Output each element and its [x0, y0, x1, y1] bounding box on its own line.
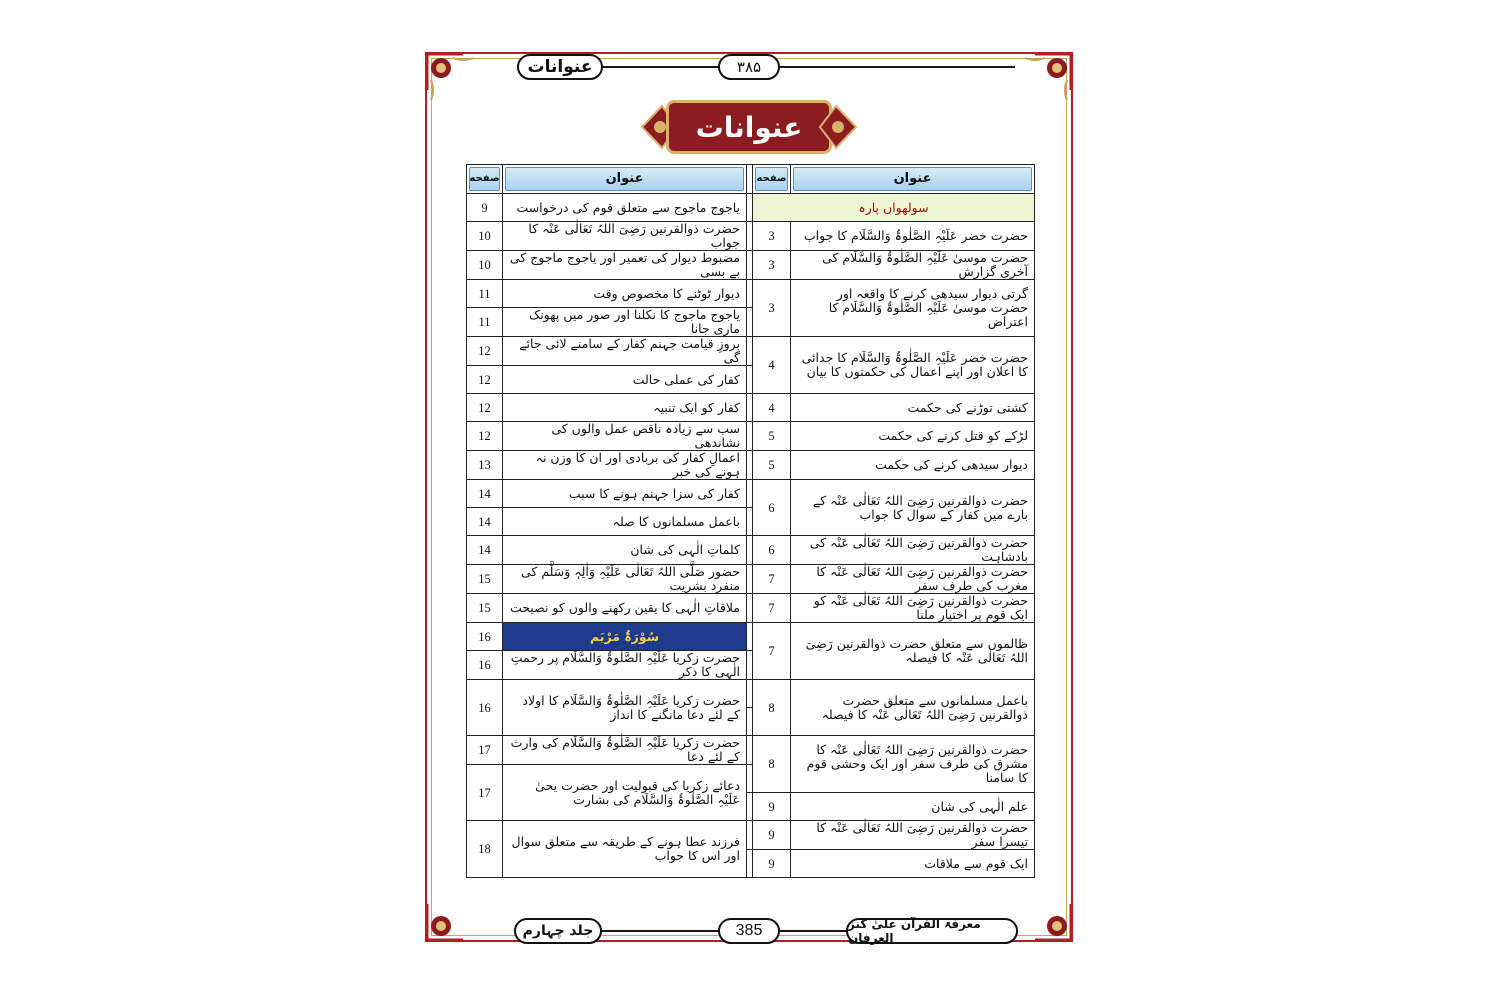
toc-entry-title[interactable]: حضرت زکریا عَلَیْہِ الصَّلٰوۃُ وَالسَّلَام پر رحمتِ الٰہی کا ذکر — [503, 651, 747, 680]
corner-ornament-top-left — [423, 50, 481, 108]
corner-ornament-bottom-right — [1017, 886, 1075, 944]
toc-row — [467, 594, 1035, 623]
toc-entry-title[interactable]: ملاقاتِ الٰہی کا یقین رکھنے والوں کو نصیحت — [503, 594, 747, 623]
toc-entry-title[interactable]: باعمل مسلمانوں سے متعلق حضرت ذوالقرنین رَضِیَ اللہُ تَعَالٰی عَنْہ کا فیصلہ — [791, 680, 1035, 736]
toc-page-number[interactable]: 15 — [467, 565, 503, 594]
toc-page-number[interactable]: 9 — [753, 821, 791, 850]
footer-volume-text: جلد چہارم — [522, 923, 594, 939]
toc-entry-title[interactable]: لڑکے کو قتل کرنے کی حکمت — [791, 422, 1035, 451]
toc-row — [467, 222, 1035, 251]
footer-volume-label — [514, 918, 602, 944]
toc-row — [467, 565, 1035, 594]
toc-entry-title[interactable]: حضرت ذوالقرنین رَضِیَ اللہُ تَعَالٰی عَنْہ کا جواب — [503, 222, 747, 251]
toc-row — [467, 451, 1035, 480]
toc-entry-title[interactable]: علم الٰہی کی شان — [791, 793, 1035, 821]
toc-page-number[interactable]: 9 — [467, 194, 503, 222]
toc-entry-title[interactable]: مضبوط دیوار کی تعمیر اور یاجوج ماجوج کی بے بسی — [503, 251, 747, 280]
toc-page-number[interactable]: 8 — [753, 736, 791, 793]
footer-page-number-text: 385 — [735, 922, 763, 939]
toc-page-number[interactable]: 9 — [753, 793, 791, 821]
toc-page-number[interactable]: 14 — [467, 536, 503, 565]
toc-row — [467, 280, 1035, 308]
toc-page-number[interactable]: 9 — [753, 850, 791, 878]
toc-page-number[interactable]: 16 — [467, 680, 503, 736]
toc-row — [467, 680, 1035, 708]
toc-page-number[interactable]: 14 — [467, 480, 503, 508]
toc-row — [467, 623, 1035, 651]
toc-entry-title[interactable]: گرتی دیوار سیدھی کرنے کا واقعہ اور حضرت موسیٰ عَلَیْہِ الصَّلٰوۃُ وَالسَّلَام کا اعتراض — [791, 280, 1035, 337]
toc-page-number[interactable]: 3 — [753, 222, 791, 251]
banner-box — [666, 100, 832, 154]
toc-row — [467, 422, 1035, 451]
toc-entry-title[interactable]: کشتی توڑنے کی حکمت — [791, 394, 1035, 422]
toc-entry-title[interactable]: حضرت ذوالقرنین رَضِیَ اللہُ تَعَالٰی عَنْہ کا مشرق کی طرف سفر اور ایک وحشی قوم کا سامنا — [791, 736, 1035, 793]
toc-page-number[interactable]: 3 — [753, 280, 791, 337]
toc-entry-title[interactable]: حضرت خضر عَلَیْہِ الصَّلٰوۃُ وَالسَّلَام کا جدائی کا اعلان اور اپنے اعمال کی حکمتوں کا بیان — [791, 337, 1035, 394]
para-heading: سولھواں پارہ — [753, 194, 1035, 222]
toc-row — [467, 736, 1035, 765]
toc-entry-title[interactable]: دیوار ٹوٹنے کا مخصوص وقت — [503, 280, 747, 308]
toc-entry-title[interactable]: کفار کو ایک تنبیہ — [503, 394, 747, 422]
banner-title: عنوانات — [695, 110, 803, 144]
toc-entry-title[interactable]: دعائے زکریا کی قبولیت اور حضرت یحیٰ عَلَیْہِ الصَّلٰوۃُ وَالسَّلَام کی بشارت — [503, 765, 747, 821]
toc-entry-title[interactable]: حضرت زکریا عَلَیْہِ الصَّلٰوۃُ وَالسَّلَام کی وارث کے لئے دعا — [503, 736, 747, 765]
toc-page-number[interactable]: 17 — [467, 736, 503, 765]
toc-entry-title[interactable]: فرزند عطا ہونے کے طریقہ سے متعلق سوال اور اس کا جواب — [503, 821, 747, 878]
toc-entry-title[interactable]: حضرت ذوالقرنین رَضِیَ اللہُ تَعَالٰی عَنْہ کے بارے میں کفار کے سوال کا جواب — [791, 480, 1035, 536]
toc-entry-title[interactable]: حضرت خضر عَلَیْہِ الصَّلٰوۃُ وَالسَّلَام کا جواب — [791, 222, 1035, 251]
toc-page-number[interactable]: 6 — [753, 536, 791, 565]
toc-entry-title[interactable]: باعمل مسلمانوں کا صلہ — [503, 508, 747, 536]
toc-page-number: 16 — [467, 623, 503, 651]
toc-page-number[interactable]: 12 — [467, 337, 503, 366]
footer-page-number — [718, 918, 780, 944]
title-banner — [638, 96, 860, 158]
toc-entry-title[interactable]: یاجوج ماجوج سے متعلق قوم کی درخواست — [503, 194, 747, 222]
toc-page-number[interactable]: 7 — [753, 565, 791, 594]
toc-entry-title[interactable]: بروزِ قیامت جہنم کفار کے سامنے لائی جائے گی — [503, 337, 747, 366]
header-page-right: صفحه — [753, 165, 791, 194]
toc-page-number[interactable]: 11 — [467, 280, 503, 308]
corner-ornament-bottom-left — [423, 886, 481, 944]
banner-ornament-right — [818, 102, 860, 152]
toc-entry-title[interactable]: اعمالِ کفار کی بربادی اور ان کا وزن نہ ہونے کی خبر — [503, 451, 747, 480]
toc-entry-title[interactable]: کلماتِ الٰہی کی شان — [503, 536, 747, 565]
toc-page-number[interactable]: 3 — [753, 251, 791, 280]
toc-page-number[interactable]: 12 — [467, 366, 503, 394]
footer-book-title — [846, 918, 1018, 944]
toc-page-number[interactable]: 7 — [753, 594, 791, 623]
toc-row — [467, 480, 1035, 508]
toc-page-number[interactable]: 5 — [753, 422, 791, 451]
toc-entry-title[interactable]: حضور صَلَّی اللہُ تَعَالٰی عَلَیْہِ وَاٰلِہٖ وَسَلَّم کی منفرد بشریت — [503, 565, 747, 594]
toc-page-number[interactable]: 11 — [467, 308, 503, 337]
toc-entry-title[interactable]: کفار کی سزا جہنم ہونے کا سبب — [503, 480, 747, 508]
toc-entry-title[interactable]: ایک قوم سے ملاقات — [791, 850, 1035, 878]
corner-ornament-top-right — [1017, 50, 1075, 108]
toc-entry-title[interactable]: دیوار سیدھی کرنے کی حکمت — [791, 451, 1035, 480]
header-page-number — [718, 54, 780, 80]
toc-entry-title[interactable]: حضرت ذوالقرنین رَضِیَ اللہُ تَعَالٰی عَنْہ کو ایک قوم پر اختیار ملنا — [791, 594, 1035, 623]
toc-entry-title[interactable]: کفار کی عملی حالت — [503, 366, 747, 394]
toc-row — [467, 251, 1035, 280]
toc-entry-title[interactable]: حضرت ذوالقرنین رَضِیَ اللہُ تَعَالٰی عَنْہ کا تیسرا سفر — [791, 821, 1035, 850]
toc-page-number[interactable]: 5 — [753, 451, 791, 480]
toc-entry-title[interactable]: ظالموں سے متعلق حضرت ذوالقرنین رَضِیَ اللہُ تَعَالٰی عَنْہ کا فیصلہ — [791, 623, 1035, 680]
header-topic-left: عنوان — [503, 165, 747, 194]
toc-page-number[interactable]: 16 — [467, 651, 503, 680]
toc-entry-title[interactable]: حضرت موسیٰ عَلَیْہِ الصَّلٰوۃُ وَالسَّلَام کی آخری گزارش — [791, 251, 1035, 280]
toc-page-number[interactable]: 10 — [467, 222, 503, 251]
toc-page-number[interactable]: 7 — [753, 623, 791, 680]
toc-page-number[interactable]: 8 — [753, 680, 791, 736]
toc-page-number[interactable]: 6 — [753, 480, 791, 536]
toc-page-number[interactable]: 15 — [467, 594, 503, 623]
footer-book-title-text: معرفۃ القرآن علیٰ کنز العرفان — [848, 917, 981, 945]
toc-page-number[interactable]: 18 — [467, 821, 503, 878]
toc-row — [467, 821, 1035, 850]
toc-row — [467, 337, 1035, 366]
toc-table — [466, 164, 1035, 878]
header-page-number-text: ۳۸۵ — [736, 58, 762, 76]
toc-entry-title[interactable]: حضرت ذوالقرنین رَضِیَ اللہُ تَعَالٰی عَنْہ کا مغرب کی طرف سفر — [791, 565, 1035, 594]
toc-page-number[interactable]: 14 — [467, 508, 503, 536]
toc-entry-title[interactable]: یاجوج ماجوج کا نکلنا اور صور میں پھونک ماری جانا — [503, 308, 747, 337]
toc-row — [467, 394, 1035, 422]
toc-page-number[interactable]: 4 — [753, 394, 791, 422]
toc-page-number[interactable]: 13 — [467, 451, 503, 480]
toc-header-row — [467, 165, 1035, 194]
surah-heading: سُوْرَۃُ مَرْیَم — [503, 623, 747, 651]
toc-entry-title[interactable]: سب سے زیادہ ناقص عمل والوں کی نشاندھی — [503, 422, 747, 451]
toc-entry-title[interactable]: حضرت ذوالقرنین رَضِیَ اللہُ تَعَالٰی عَنْہ کی بادشاہت — [791, 536, 1035, 565]
toc-page-number[interactable]: 10 — [467, 251, 503, 280]
header-page-left: صفحه — [467, 165, 503, 194]
header-section-text: عنوانات — [527, 57, 593, 77]
toc-entry-title[interactable]: حضرت زکریا عَلَیْہِ الصَّلٰوۃُ وَالسَّلَام کا اولاد کے لئے دعا مانگنے کا انداز — [503, 680, 747, 736]
toc-page-number[interactable]: 12 — [467, 422, 503, 451]
toc-row — [467, 194, 1035, 222]
toc-page-number[interactable]: 12 — [467, 394, 503, 422]
header-section-label — [517, 54, 603, 80]
toc-page-number[interactable]: 17 — [467, 765, 503, 821]
toc-page-number[interactable]: 4 — [753, 337, 791, 394]
header-topic-right: عنوان — [791, 165, 1035, 194]
toc-row — [467, 536, 1035, 565]
